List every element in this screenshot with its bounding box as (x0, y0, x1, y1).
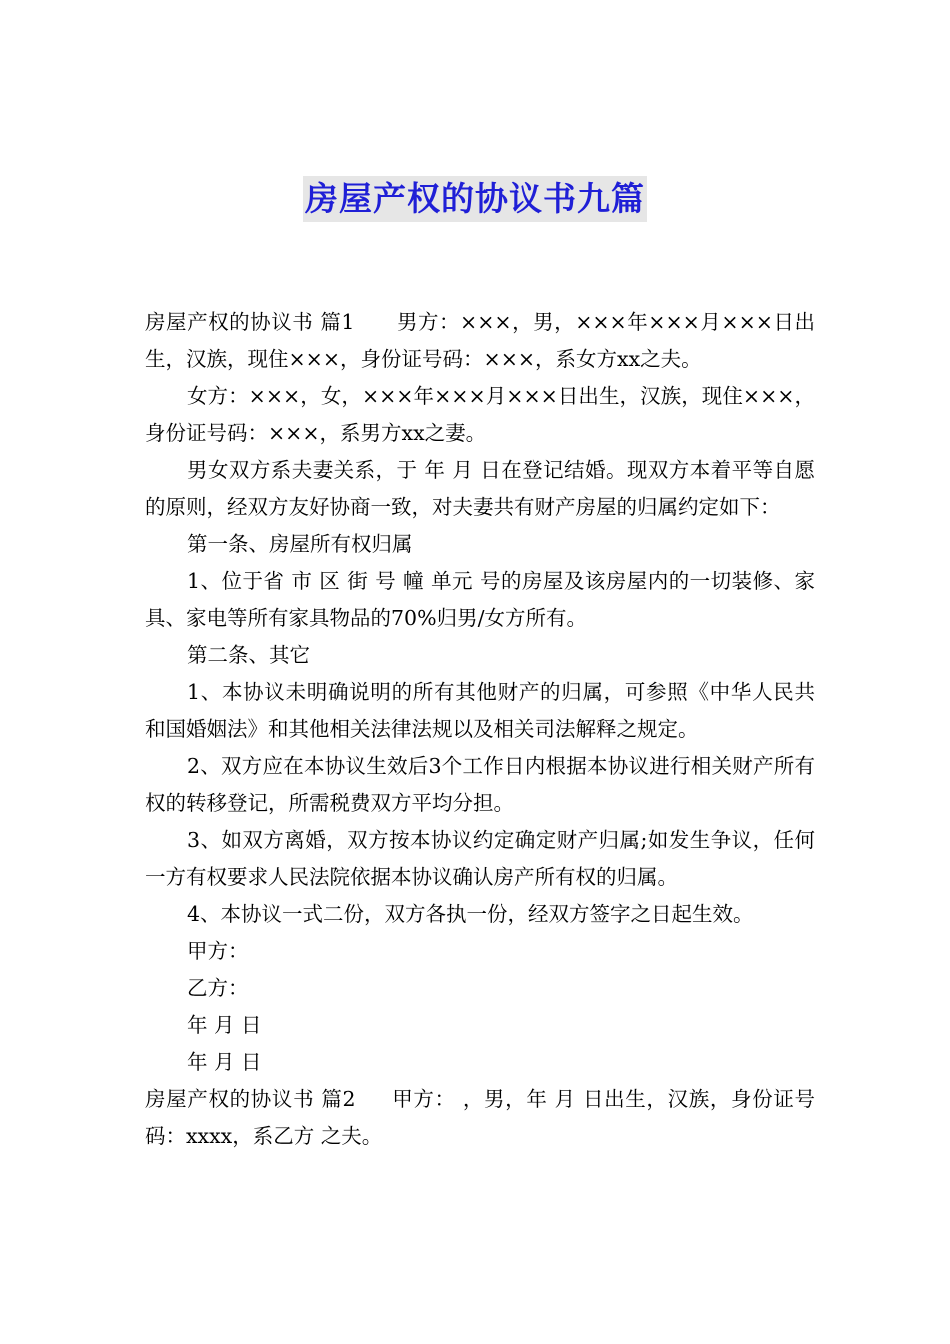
section2-party-a-clause: 甲方： ，男，年 月 日出生，汉族，身份证号码：xxxx，系乙方 之夫。 (145, 1087, 815, 1148)
article2-item4: 4、本协议一式二份，双方各执一份，经双方签字之日起生效。 (187, 902, 754, 926)
section2-first-paragraph (145, 1081, 815, 1155)
section1-intro: 男女双方系夫妻关系，于 年 月 日在登记结婚。现双方本着平等自愿的原则，经双方友好协商一致，对夫妻共有财产房屋的归属约定如下： (145, 458, 815, 519)
article2-title: 第二条、其它 (187, 643, 310, 667)
section1-heading: 房屋产权的协议书 篇1 (145, 310, 355, 334)
section1-man-clause: 男方：×××，男，×××年×××月×××日出生，汉族，现住×××，身份证号码：×××，系女方xx之夫。 (145, 310, 816, 371)
section1-first-paragraph (145, 304, 815, 378)
party-b-signature: 乙方： (187, 976, 249, 1000)
signature-date-1: 年 月 日 (187, 1013, 262, 1037)
section1-woman-clause: 女方：×××，女，×××年×××月×××日出生，汉族，现住×××，身份证号码：×××，系男方xx之妻。 (145, 384, 815, 445)
article2-item3: 3、如双方离婚，双方按本协议约定确定财产归属;如发生争议，任何一方有权要求人民法院依据本协议确认房产所有权的归属。 (145, 828, 815, 889)
article2-item2: 2、双方应在本协议生效后3个工作日内根据本协议进行相关财产所有权的转移登记，所需税费双方平均分担。 (145, 754, 815, 815)
article1-item1: 1、位于省 市 区 街 号 幢 单元 号的房屋及该房屋内的一切装修、家具、家电等所有家具物品的70%归男/女方所有。 (145, 569, 815, 630)
signature-date-2: 年 月 日 (187, 1050, 262, 1074)
article2-item1: 1、本协议未明确说明的所有其他财产的归属，可参照《中华人民共和国婚姻法》和其他相关法律法规以及相关司法解释之规定。 (145, 680, 815, 741)
document-title: 房屋产权的协议书九篇 (303, 176, 647, 222)
article1-title: 第一条、房屋所有权归属 (187, 532, 413, 556)
section2-heading: 房屋产权的协议书 篇2 (145, 1087, 356, 1111)
document-body (145, 304, 815, 1155)
title-container (0, 176, 950, 222)
party-a-signature: 甲方： (187, 939, 249, 963)
